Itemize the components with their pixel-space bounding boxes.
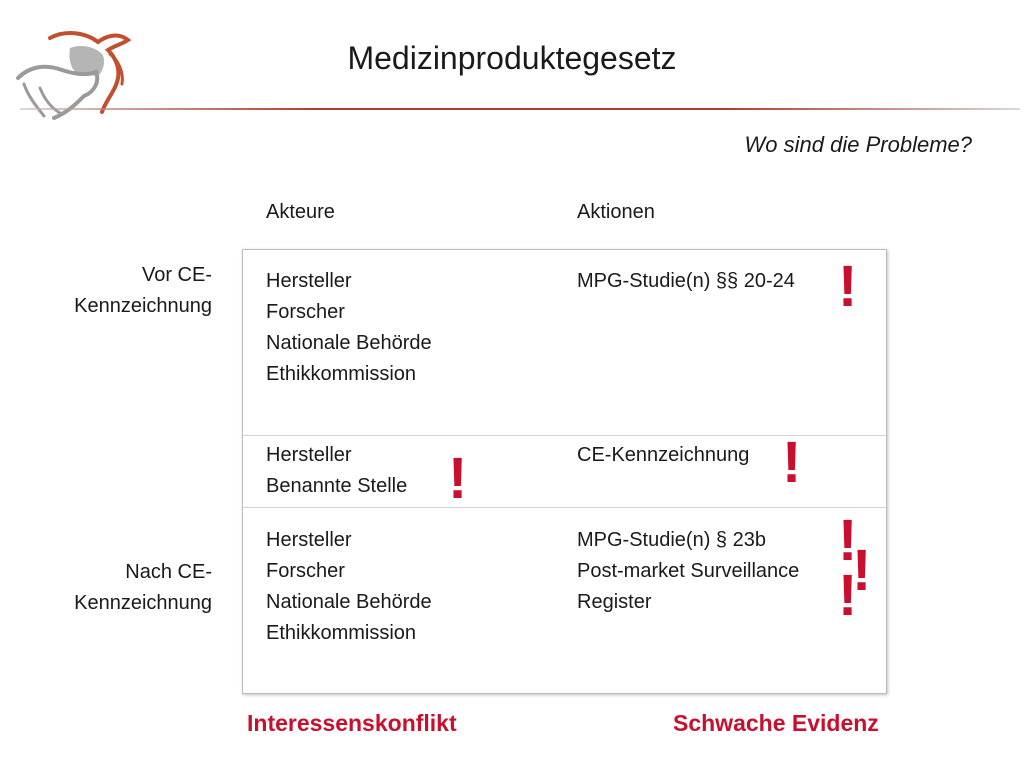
row-label-before-ce: Vor CE- Kennzeichnung [74,264,212,317]
row3-actions: MPG-Studie(n) § 23b Post-market Surveillance Register [577,529,800,613]
exclamation-icon: ! [838,508,858,573]
page-title: Medizinproduktegesetz [347,40,677,76]
row1-actions: MPG-Studie(n) §§ 20-24 [577,270,795,292]
exclamation-icon: ! [448,446,468,511]
column-header-actors: Akteure [266,201,335,223]
row2-actors: Hersteller Benannte Stelle [266,444,408,497]
weak-evidence-label: Schwache Evidenz [673,710,879,736]
row-label-after-ce: Nach CE- Kennzeichnung [74,561,212,614]
row2-actions: CE-Kennzeichnung [577,444,750,466]
exclamation-icon: ! [838,563,858,628]
exclamation-icon: ! [852,538,872,603]
column-header-actions: Aktionen [577,201,655,223]
row-divider [243,507,886,508]
exclamation-icon: ! [782,430,802,495]
conflict-of-interest-label: Interessenskonflikt [247,710,457,736]
title-divider [20,108,1020,110]
exclamation-icon: ! [838,254,858,319]
row3-actors: Hersteller Forscher Nationale Behörde Ethikkommission [266,529,432,644]
question-text: Wo sind die Probleme? [744,132,972,157]
row1-actors: Hersteller Forscher Nationale Behörde Ethikkommission [266,270,432,385]
